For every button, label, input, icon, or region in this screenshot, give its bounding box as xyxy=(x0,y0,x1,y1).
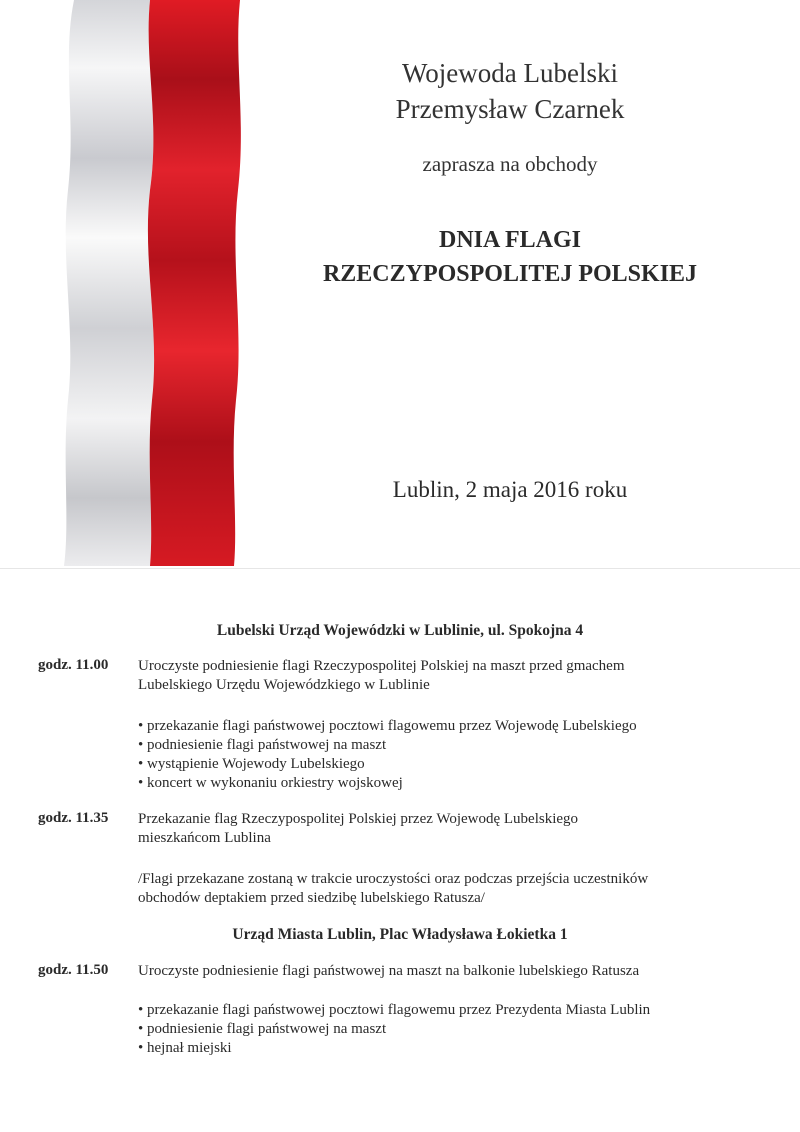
program-entry xyxy=(0,657,800,793)
bullet-list xyxy=(138,1001,800,1058)
entry-description-line: Uroczyste podniesienie flagi Rzeczypospolitej Polskiej na maszt przed gmachem xyxy=(138,658,625,674)
entry-note-line: /Flagi przekazane zostaną w trakcie uroczystości oraz podczas przejścia uczestników xyxy=(138,871,649,887)
governor-title: Wojewoda Lubelski xyxy=(401,58,619,88)
polish-flag-icon xyxy=(64,0,246,566)
entry-description-line: Lubelskiego Urzędu Wojewódzkiego w Lublinie xyxy=(138,677,430,693)
program-entry xyxy=(0,962,800,1058)
venue-title: Lubelski Urząd Wojewódzki w Lublinie, ul. Spokojna 4 xyxy=(216,622,584,639)
place-date: Lublin, 2 maja 2016 roku xyxy=(392,477,628,502)
venue-title: Urząd Miasta Lublin, Plac Władysława Łokietka 1 xyxy=(232,926,568,943)
list-item: • podniesienie flagi państwowej na maszt xyxy=(138,736,800,755)
event-title-line1: DNIA FLAGI xyxy=(438,227,582,253)
entry-description-line: Przekazanie flag Rzeczypospolitej Polskiej przez Wojewodę Lubelskiego xyxy=(138,811,579,827)
event-title-line2: RZECZYPOSPOLITEJ POLSKIEJ xyxy=(322,261,698,287)
bullet-list xyxy=(138,717,800,793)
entry-time: godz. 11.50 xyxy=(38,962,109,978)
invitation-text: zaprasza na obchody xyxy=(422,152,598,176)
list-item: • koncert w wykonaniu orkiestry wojskowej xyxy=(138,774,800,793)
entry-note-line: obchodów deptakiem przed siedzibę lubelskiego Ratusza/ xyxy=(138,890,485,906)
governor-name: Przemysław Czarnek xyxy=(395,94,625,124)
entry-description-line: Uroczyste podniesienie flagi państwowej na maszt na balkonie lubelskiego Ratusza xyxy=(138,963,640,979)
list-item: • hejnał miejski xyxy=(138,1039,800,1058)
entry-time: godz. 11.00 xyxy=(38,657,109,673)
list-item: • przekazanie flagi państwowej pocztowi flagowemu przez Wojewodę Lubelskiego xyxy=(138,717,800,736)
entry-time: godz. 11.35 xyxy=(38,810,109,826)
program-entry xyxy=(0,810,800,908)
list-item: • wystąpienie Wojewody Lubelskiego xyxy=(138,755,800,774)
list-item: • przekazanie flagi państwowej pocztowi flagowemu przez Prezydenta Miasta Lublin xyxy=(138,1001,800,1020)
list-item: • podniesienie flagi państwowej na maszt xyxy=(138,1020,800,1039)
entry-description-line: mieszkańcom Lublina xyxy=(138,830,271,846)
